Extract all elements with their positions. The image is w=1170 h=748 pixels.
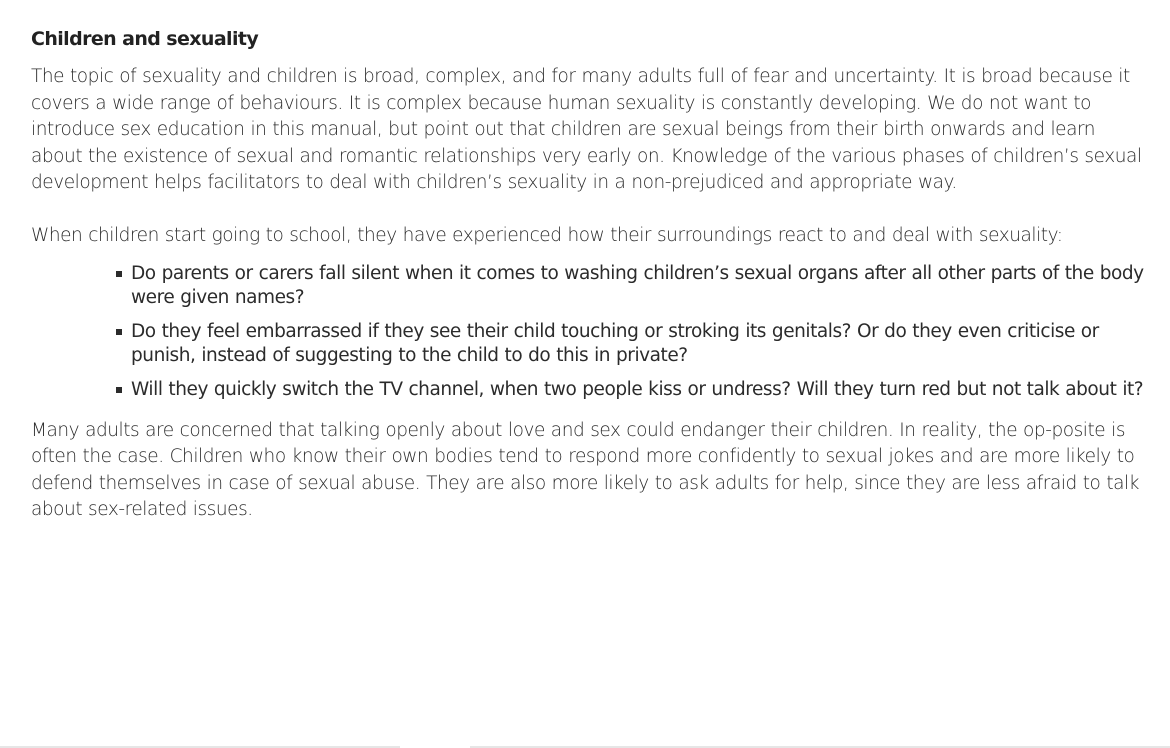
- list-item: [116, 378, 1150, 402]
- list-item-text: Will they quickly switch the TV channel, when two people kiss or undress? Will they turn red but not talk about it?: [131, 378, 1144, 400]
- list-item-text: Do they feel embarrassed if they see their child touching or stroking its genitals? Or do they even criticise or punish, instead of suggesting to the child to do this in private?: [131, 320, 1099, 366]
- list-item-text: Do parents or carers fall silent when it comes to washing children’s sexual organs after all other parts of the body were given names?: [131, 262, 1144, 308]
- section-heading: Children and sexuality: [31, 28, 259, 50]
- conclusion-paragraph: Many adults are concerned that talking openly about love and sex could endanger their children. In reality, the op-posite is often the case. Children who know their own bodies tend to respond more confidently to sexual jokes and are more likely to defend themselves in case of sexual abuse. They are also more likely to ask adults for help, since they are less afraid to talk about sex-related issues.: [31, 419, 1139, 521]
- list-item: [116, 262, 1150, 310]
- bullet-square-icon: [116, 329, 122, 335]
- school-paragraph: When children start going to school, they have experienced how their surroundings react to and deal with sexuality:: [31, 224, 1063, 246]
- intro-paragraph: The topic of sexuality and children is broad, complex, and for many adults full of fear and uncertainty. It is broad because it covers a wide range of behaviours. It is complex because human sexuality is constantly developing. We do not want to introduce sex education in this manual, but point out that children are sexual beings from their birth onwards and learn about the existence of sexual and romantic relationships very early on. Knowledge of the various phases of children’s sexual development helps facilitators to deal with children’s sexuality in a non-prejudiced and appropriate way.: [31, 66, 1142, 194]
- list-item: [116, 320, 1150, 368]
- bullet-square-icon: [116, 271, 122, 277]
- bullet-square-icon: [116, 387, 122, 393]
- question-list: [31, 262, 1150, 402]
